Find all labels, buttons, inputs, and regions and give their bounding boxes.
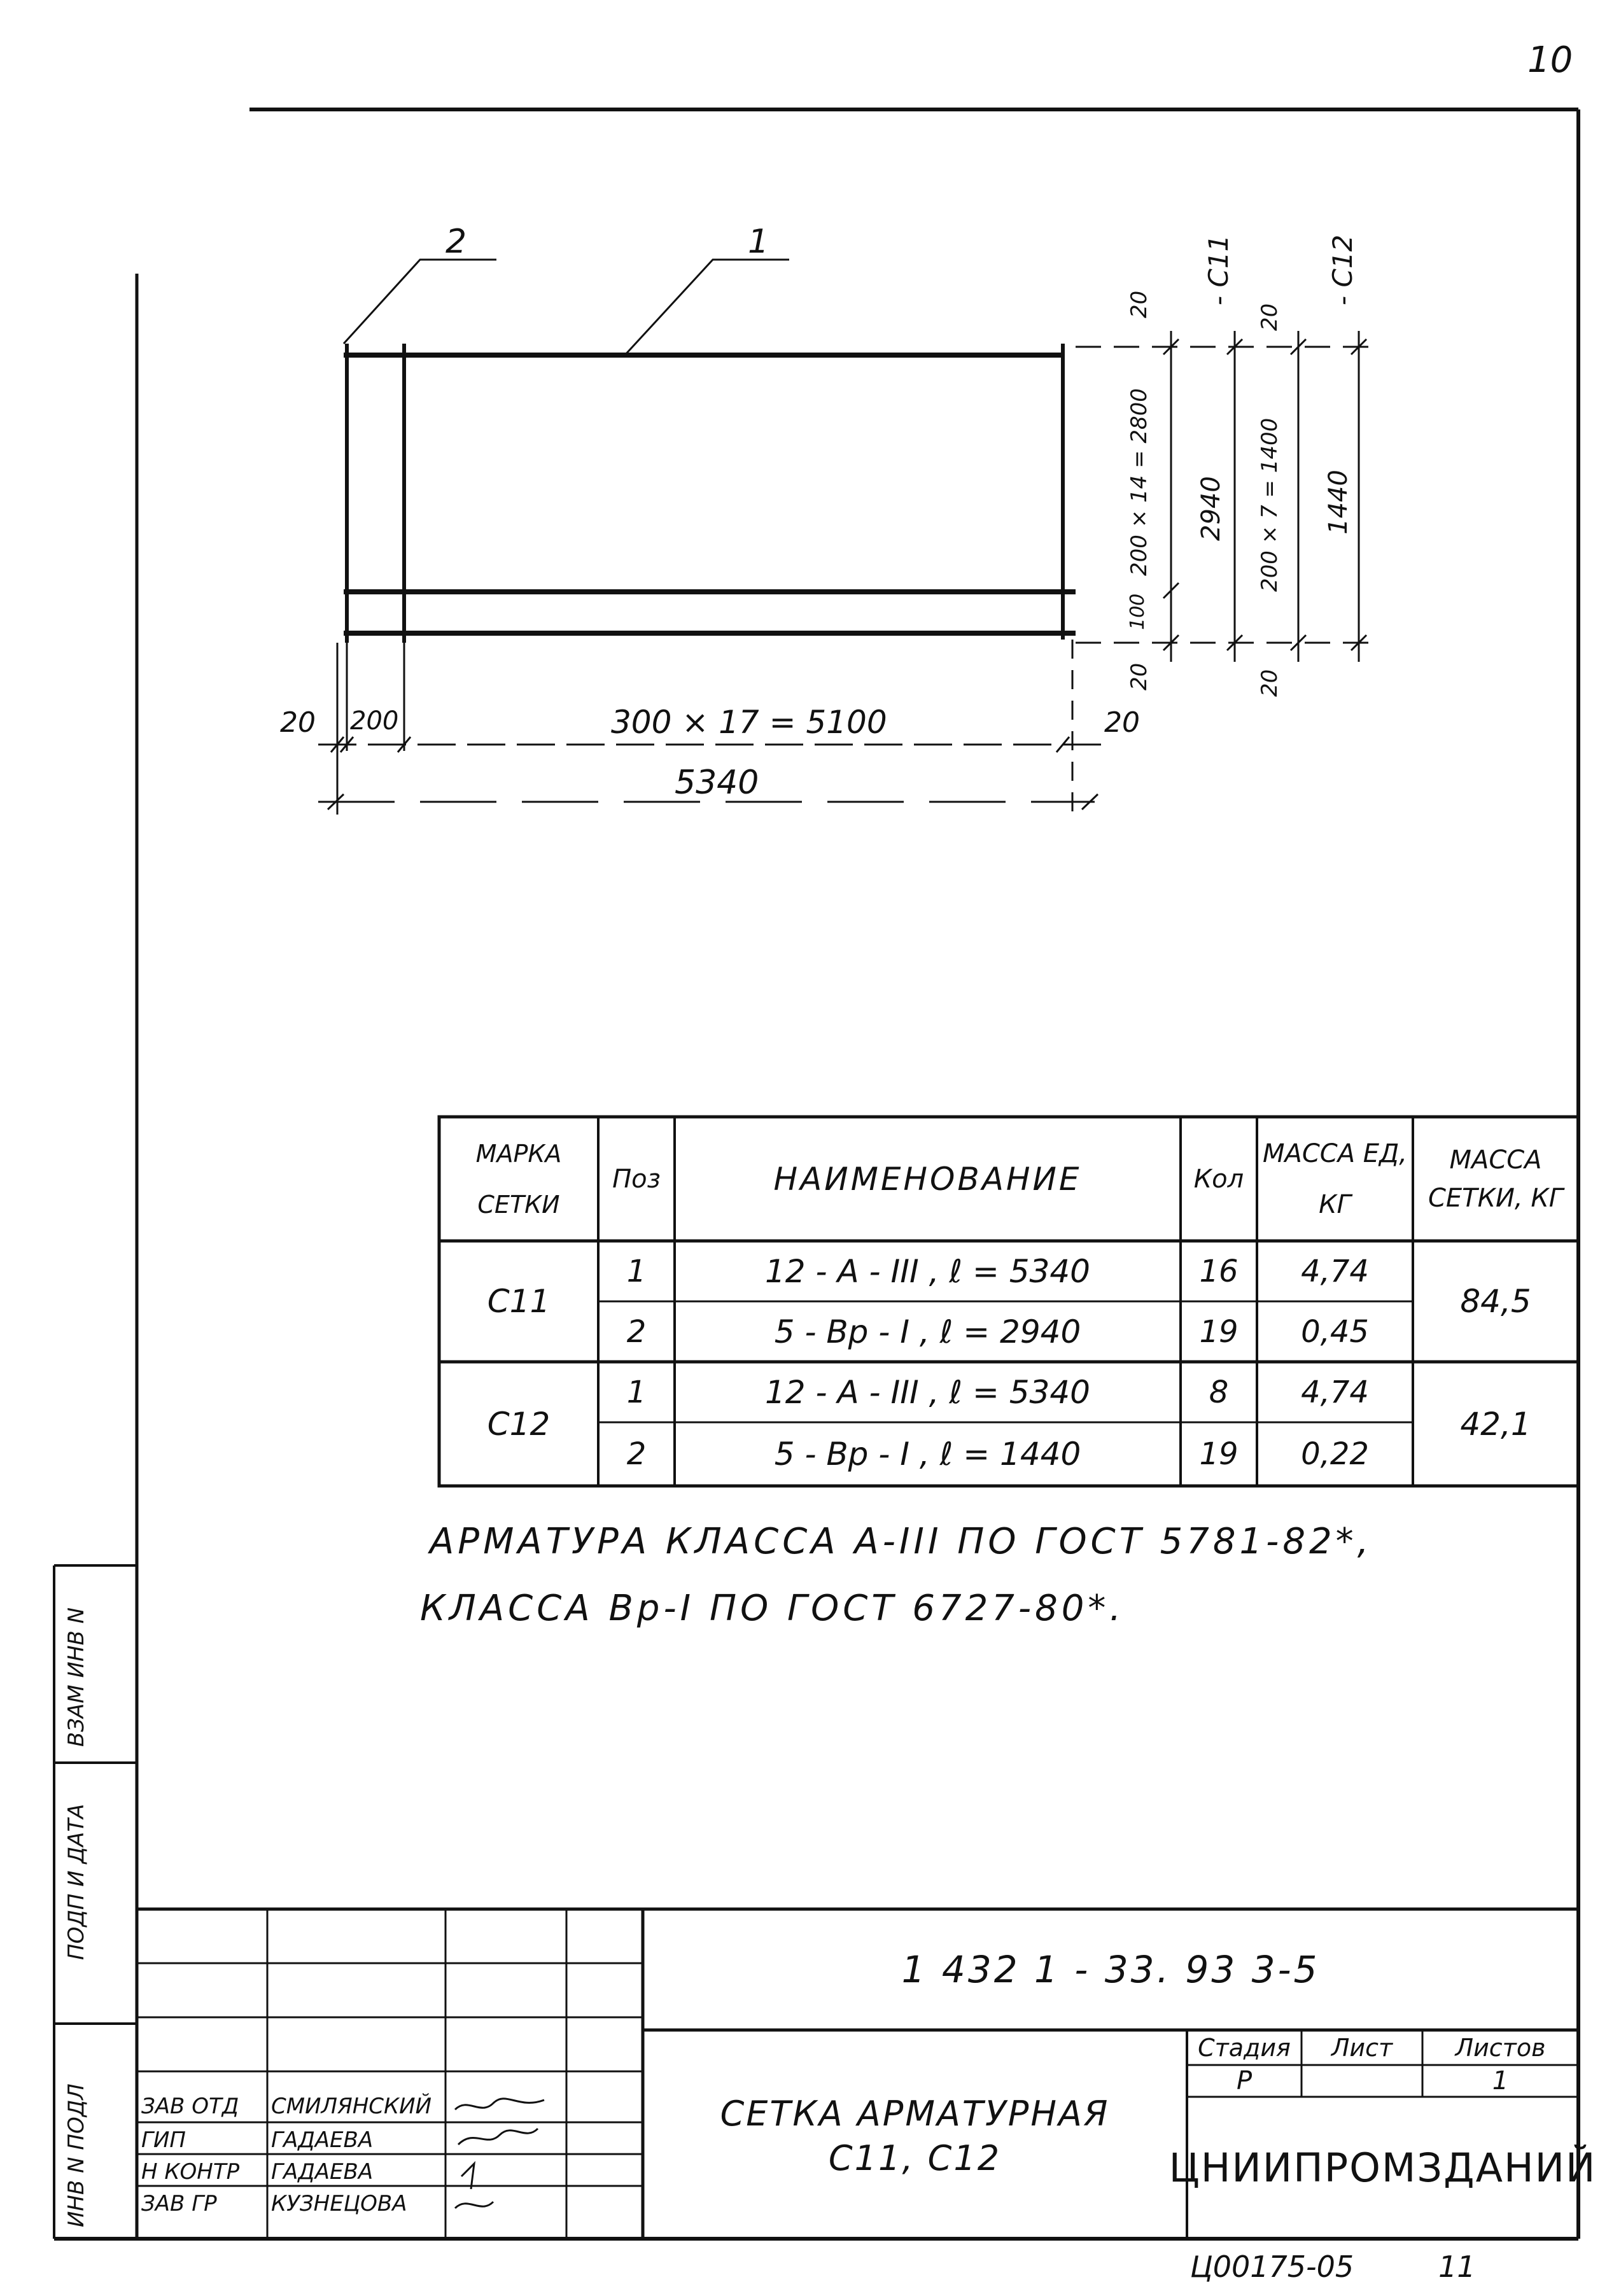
leader-label-2: 2 [446, 223, 467, 261]
dim-height-c11: 2940 [1196, 476, 1226, 541]
drawing-subtitle: С11, С12 [828, 2138, 1002, 2178]
dim-spacing-total: 300 × 17 = 5100 [611, 704, 887, 741]
qty-cell: 8 [1209, 1374, 1229, 1410]
pos-cell: 2 [626, 1313, 647, 1350]
unit-mass-cell: 0,22 [1301, 1436, 1369, 1472]
sheets-value: 1 [1492, 2066, 1509, 2096]
mesh-mass-cell-c11: 84,5 [1460, 1283, 1531, 1320]
dim-step-100: 100 [1126, 593, 1149, 630]
signatures [449, 2084, 563, 2230]
person-name: КУЗНЕЦОВА [271, 2191, 407, 2216]
dim-spacing-c11: 200 × 14 = 2800 [1126, 388, 1152, 576]
mark-c12: - С12 [1327, 234, 1358, 305]
th-name: НАИМЕНОВАНИЕ [773, 1160, 1082, 1198]
mark-cell-c11: С11 [487, 1283, 551, 1320]
archive-number: Ц00175-05 [1190, 2250, 1354, 2284]
stamp-replaces-inv: ВЗАМ ИНВ N [64, 1607, 89, 1747]
pos-cell: 2 [626, 1436, 647, 1472]
sheet-value [1302, 2065, 1422, 2097]
dim-overall-length: 5340 [675, 764, 759, 802]
dim-top-margin-c12: 20 [1257, 303, 1282, 331]
name-cell: 5 - Вр - I , ℓ = 2940 [774, 1313, 1081, 1350]
role-label: ЗАВ ГР [141, 2191, 217, 2216]
person-name: ГАДАЕВА [271, 2159, 374, 2185]
th-unit-mass: МАССА ЕД, КГ [1262, 1138, 1408, 1219]
mesh-mass-cell-c12: 42,1 [1460, 1405, 1531, 1443]
pos-cell: 1 [626, 1374, 647, 1410]
stamp-sign-date: ПОДП И ДАТА [64, 1803, 89, 1960]
dim-first-step: 200 [350, 706, 399, 736]
th-mesh-mass: МАССА СЕТКИ, КГ [1428, 1145, 1564, 1213]
leader-label-1: 1 [748, 223, 769, 261]
th-pos: Поз [612, 1164, 661, 1194]
th-qty: Кол [1193, 1164, 1244, 1194]
dim-top-margin: 20 [1126, 290, 1152, 318]
dim-bottom-margin-c12: 20 [1257, 669, 1282, 697]
mark-c11: - С11 [1203, 234, 1234, 305]
stage-label: Стадия [1198, 2033, 1291, 2062]
sheet-label: Лист [1331, 2033, 1393, 2062]
stage-value: Р [1236, 2066, 1253, 2096]
name-cell: 12 - А - III , ℓ = 5340 [765, 1252, 1090, 1290]
person-name: ГАДАЕВА [271, 2127, 374, 2153]
name-cell: 12 - А - III , ℓ = 5340 [765, 1373, 1090, 1411]
name-cell: 5 - Вр - I , ℓ = 1440 [774, 1436, 1081, 1473]
th-mark: МАРКА СЕТКИ [475, 1139, 562, 1219]
pos-cell: 1 [626, 1253, 647, 1289]
person-name: СМИЛЯНСКИЙ [271, 2094, 432, 2119]
drawing-title: СЕТКА АРМАТУРНАЯ [720, 2094, 1110, 2134]
note-line-2: КЛАССА Вр-I ПО ГОСТ 6727-80*. [420, 1588, 1125, 1629]
qty-cell: 19 [1199, 1436, 1239, 1472]
sheets-label: Листов [1455, 2033, 1546, 2062]
note-line-1: АРМАТУРА КЛАССА А-III ПО ГОСТ 5781-82*, [430, 1521, 1373, 1562]
role-label: ЗАВ ОТД [141, 2094, 239, 2119]
page-number: 10 [1527, 39, 1573, 81]
qty-cell: 16 [1199, 1253, 1239, 1289]
role-label: Н КОНТР [141, 2159, 240, 2185]
doc-code: 1 432 1 - 33. 93 3-5 [901, 1948, 1320, 1991]
dim-right-margin: 20 [1104, 706, 1140, 739]
organization-name: ЦНИИПРОМЗДАНИЙ [1168, 2145, 1597, 2191]
unit-mass-cell: 0,45 [1301, 1313, 1369, 1350]
unit-mass-cell: 4,74 [1301, 1374, 1369, 1410]
dim-bottom-margin: 20 [1126, 662, 1152, 690]
role-label: ГИП [141, 2127, 186, 2153]
qty-cell: 19 [1199, 1313, 1239, 1350]
dim-height-c12: 1440 [1324, 470, 1353, 535]
dim-spacing-c12: 200 × 7 = 1400 [1257, 417, 1282, 592]
unit-mass-cell: 4,74 [1301, 1253, 1369, 1289]
dim-left-margin: 20 [280, 706, 316, 739]
stamp-inv-original: ИНВ N ПОДЛ [64, 2083, 89, 2227]
mark-cell-c12: С12 [487, 1405, 551, 1443]
footer-page: 11 [1438, 2250, 1476, 2284]
